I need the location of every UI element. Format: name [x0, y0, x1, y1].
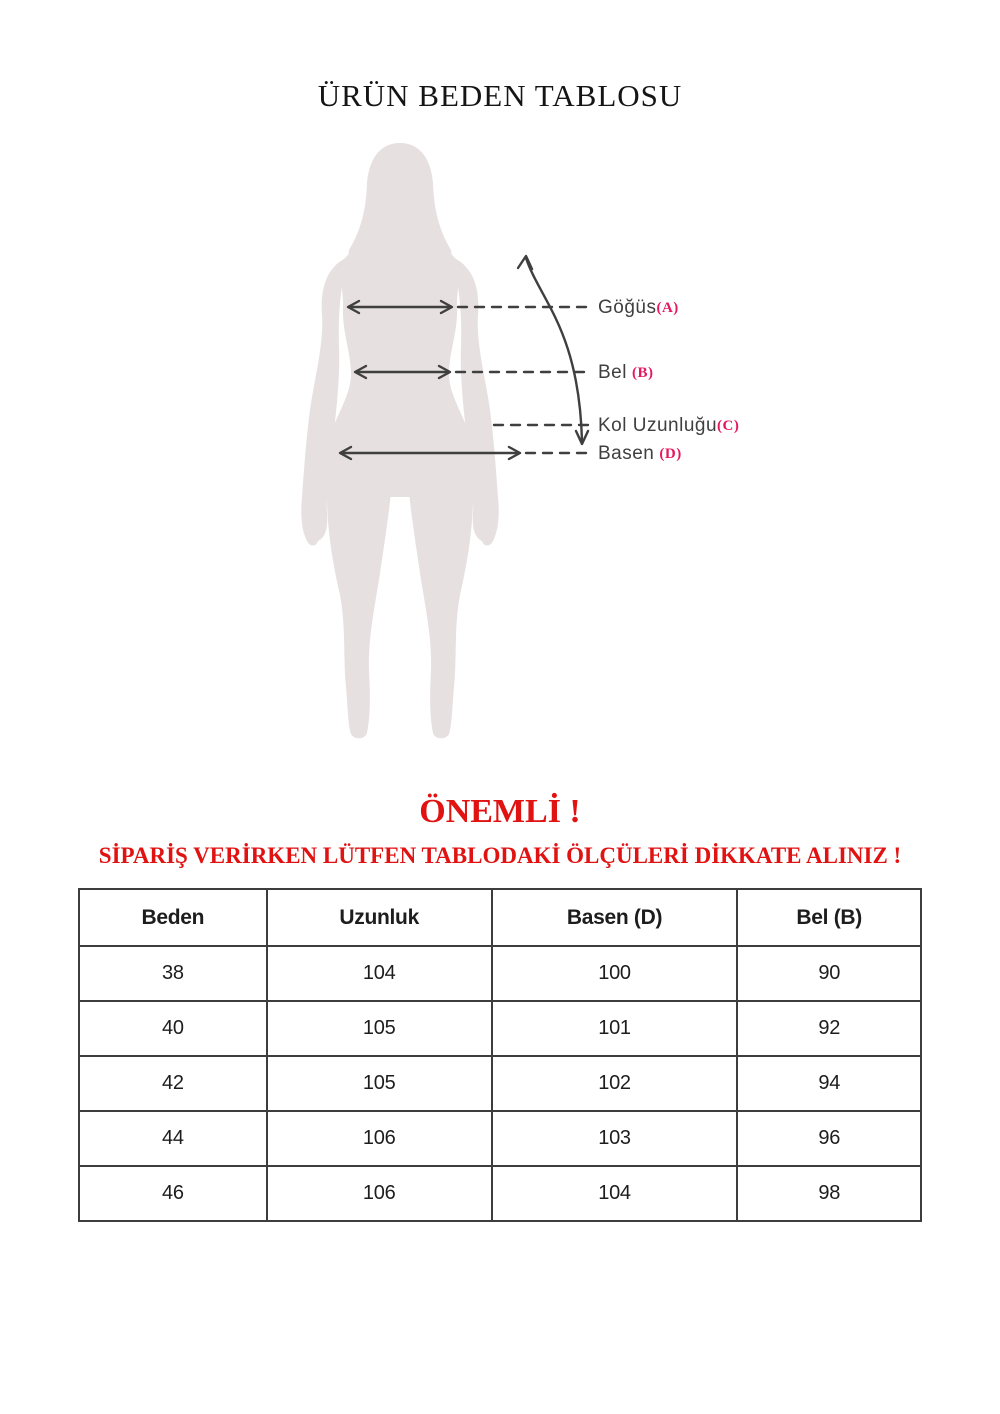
cell-beden: 38 — [79, 946, 267, 1001]
cell-uzunluk: 106 — [267, 1111, 492, 1166]
cell-beden: 40 — [79, 1001, 267, 1056]
cell-bel: 98 — [737, 1166, 921, 1221]
header-basen: Basen (D) — [492, 889, 738, 946]
label-arm-length-text: Kol Uzunluğu — [598, 415, 718, 436]
cell-beden: 46 — [79, 1166, 267, 1221]
label-hip-letter: (D) — [659, 446, 682, 462]
label-chest-letter: (A) — [656, 300, 679, 316]
cell-basen: 102 — [492, 1056, 738, 1111]
label-waist-letter: (B) — [631, 365, 654, 381]
label-arm-length — [598, 414, 739, 438]
label-chest — [598, 296, 679, 320]
cell-basen: 104 — [492, 1166, 738, 1221]
cell-uzunluk: 106 — [267, 1166, 492, 1221]
cell-basen: 100 — [492, 946, 738, 1001]
cell-beden: 42 — [79, 1056, 267, 1111]
header-beden: Beden — [79, 889, 267, 946]
warning-message: SİPARİŞ VERİRKEN LÜTFEN TABLODAKİ ÖLÇÜLERİ DİKKATE ALINIZ ! — [98, 843, 902, 868]
label-waist — [598, 361, 653, 385]
table-row — [79, 1056, 921, 1111]
cell-uzunluk: 104 — [267, 946, 492, 1001]
table-row — [79, 1111, 921, 1166]
cell-bel: 96 — [737, 1111, 921, 1166]
cell-basen: 103 — [492, 1111, 738, 1166]
cell-bel: 90 — [737, 946, 921, 1001]
table-row — [79, 946, 921, 1001]
header-bel: Bel (B) — [737, 889, 921, 946]
label-arm-length-letter: (C) — [717, 418, 740, 434]
cell-bel: 94 — [737, 1056, 921, 1111]
size-table-header-row — [79, 889, 921, 946]
table-row — [79, 1166, 921, 1221]
cell-basen: 101 — [492, 1001, 738, 1056]
header-uzunluk: Uzunluk — [267, 889, 492, 946]
female-silhouette — [301, 143, 499, 738]
label-chest-text: Göğüs — [598, 297, 657, 318]
label-hip — [598, 442, 682, 466]
table-row — [79, 1001, 921, 1056]
cell-uzunluk: 105 — [267, 1001, 492, 1056]
size-table — [78, 888, 922, 1222]
cell-uzunluk: 105 — [267, 1056, 492, 1111]
label-hip-text: Basen — [598, 443, 655, 464]
label-waist-text: Bel — [598, 362, 627, 383]
important-heading: ÖNEMLİ ! — [419, 793, 581, 830]
cell-bel: 92 — [737, 1001, 921, 1056]
cell-beden: 44 — [79, 1111, 267, 1166]
page-title: ÜRÜN BEDEN TABLOSU — [317, 78, 683, 113]
arm-length-measure-arrow — [518, 256, 588, 444]
